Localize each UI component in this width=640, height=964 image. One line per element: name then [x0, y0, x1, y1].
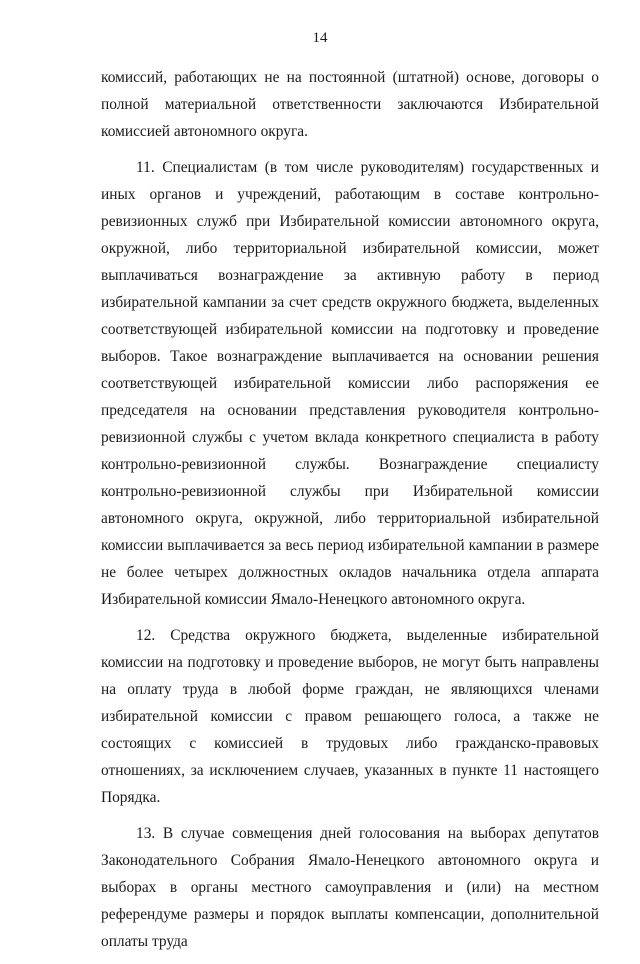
- document-body: [101, 64, 599, 964]
- paragraph-continuation: комиссий, работающих не на постоянной (штатной) основе, договоры о полной материальной ответственности заключаются Избирательной комиссией автономного округа.: [101, 69, 599, 140]
- paragraph-13: 13. В случае совмещения дней голосования на выборах депутатов Законодательного Собрания Ямало-Ненецкого автономного округа и выборах в органы местного самоуправления и (или) на местном референдуме размеры и порядок выплаты компенсации, дополнительной оплаты труда: [101, 825, 599, 950]
- paragraph-12: 12. Средства окружного бюджета, выделенные избирательной комиссии на подготовку и проведение выборов, не могут быть направлены на оплату труда в любой форме граждан, не являющихся членами избирательной комиссии с правом решающего голоса, а также не состоящих с комиссией в трудовых либо гражданско-правовых отношениях, за исключением случаев, указанных в пункте 11 настоящего Порядка.: [101, 627, 599, 806]
- paragraph-11: 11. Специалистам (в том числе руководителям) государственных и иных органов и учреждений, работающим в составе контрольно-ревизионных служб при Избирательной комиссии автономного округа, окружной, либо территориальной избирательной комиссии, может выплачиваться вознаграждение за активную работу в период избирательной кампании за счет средств окружного бюджета, выделенных соответствующей избирательной комиссии на подготовку и проведение выборов. Такое вознаграждение выплачивается на основании решения соответствующей избирательной комиссии либо распоряжения ее председателя на основании представления руководителя контрольно-ревизионной службы с учетом вклада конкретного специалиста в работу контрольно-ревизионной службы. Вознаграждение специалисту контрольно-ревизионной службы при Избирательной комиссии автономного округа, окружной, либо территориальной избирательной комиссии выплачивается за весь период избирательной кампании в размере не более четырех должностных окладов начальника отдела аппарата Избирательной комиссии Ямало-Ненецкого автономного округа.: [101, 159, 599, 608]
- page-number: 14: [312, 30, 328, 46]
